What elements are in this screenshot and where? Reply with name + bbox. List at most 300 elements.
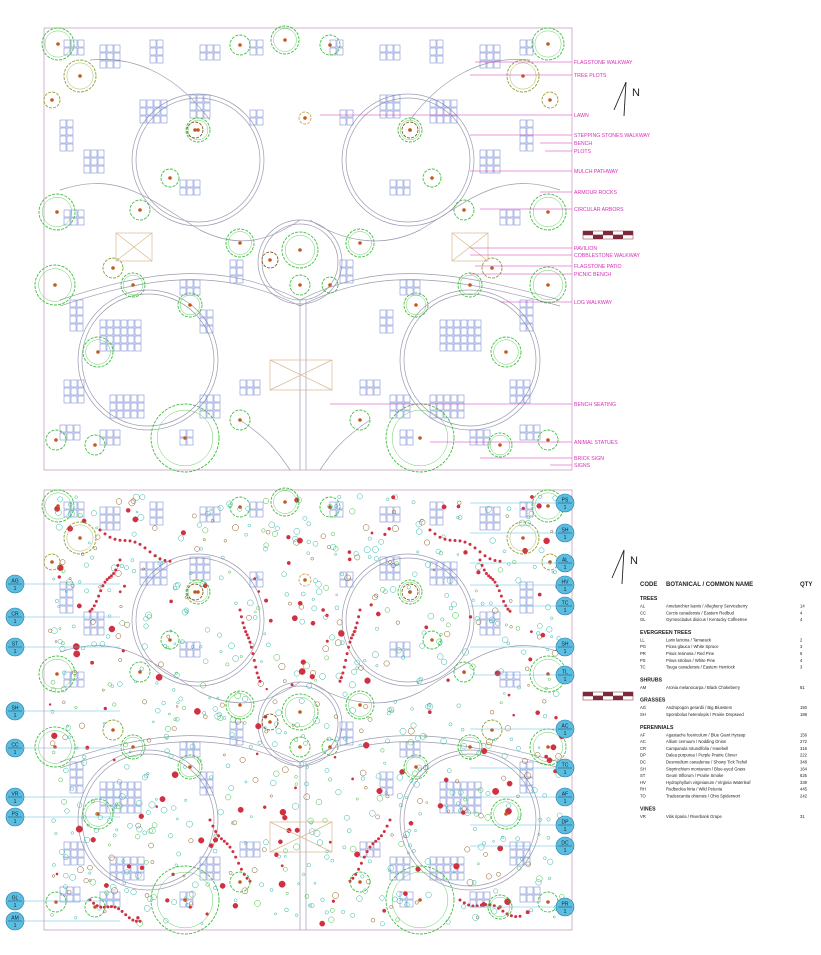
plant-symbol — [124, 622, 129, 627]
plot — [98, 166, 104, 173]
plot — [514, 218, 520, 225]
plant-tag-code: AM — [11, 915, 19, 922]
plant-symbol — [476, 564, 482, 570]
plot — [430, 578, 436, 585]
plot — [394, 573, 400, 580]
plant-symbol — [454, 863, 460, 869]
plant-symbol — [323, 646, 329, 652]
plant-symbol — [336, 789, 342, 795]
shrub-symbol — [119, 559, 122, 562]
plot — [520, 120, 526, 127]
plot — [207, 857, 213, 864]
plant-symbol — [427, 704, 433, 710]
plot — [257, 118, 263, 125]
plant-symbol — [217, 633, 221, 637]
plant-symbol — [67, 890, 71, 894]
plot — [64, 380, 70, 387]
site-label: FLAGSTONE PATIO — [574, 263, 622, 270]
plot — [250, 40, 256, 47]
plot — [70, 316, 76, 323]
plant-symbol — [506, 515, 509, 518]
plant-symbol — [253, 777, 258, 782]
legend-header-qty: QTY — [800, 582, 813, 588]
plot — [451, 411, 457, 418]
plant-symbol — [106, 635, 110, 639]
legend-code: AG — [640, 705, 647, 711]
plot — [157, 56, 163, 63]
plant-symbol — [198, 838, 204, 844]
plot — [150, 48, 156, 55]
plant-symbol — [273, 700, 277, 704]
plant-symbol — [90, 879, 96, 885]
plant-symbol — [403, 892, 407, 896]
plot — [150, 40, 156, 47]
plant-tag-code: PR — [561, 901, 569, 908]
tree-trunk — [504, 812, 508, 816]
plant-symbol — [200, 548, 203, 551]
plant-symbol — [270, 780, 276, 786]
plot — [374, 850, 380, 857]
plot — [157, 518, 163, 525]
plant-symbol — [447, 810, 450, 813]
plot — [380, 318, 386, 325]
plant-symbol — [213, 707, 218, 712]
shrub-symbol — [131, 919, 134, 922]
legend-section-title: EVERGREEN TREES — [640, 629, 692, 636]
shrub-symbol — [350, 637, 353, 640]
plant-symbol — [209, 697, 211, 699]
plant-symbol — [371, 532, 373, 534]
plot — [437, 56, 443, 63]
shrub-symbol — [500, 595, 503, 598]
plot — [390, 395, 396, 402]
plot — [128, 806, 134, 813]
plot — [107, 53, 113, 60]
plot — [67, 433, 73, 440]
plot — [64, 48, 70, 55]
plot — [110, 395, 116, 402]
plant-symbol — [257, 576, 259, 578]
plot — [390, 857, 396, 864]
plot — [380, 95, 386, 102]
plot — [517, 850, 523, 857]
legend-header-code: CODE — [640, 582, 658, 588]
shrub-symbol — [114, 906, 117, 909]
plant-symbol — [84, 563, 89, 568]
plant-symbol — [286, 892, 288, 894]
tree-trunk — [414, 765, 418, 769]
plot — [147, 100, 153, 107]
plot — [444, 100, 450, 107]
tree-trunk — [55, 672, 59, 676]
plot — [207, 45, 213, 52]
shrub-symbol — [257, 676, 260, 679]
plant-tag-qty: 1 — [13, 619, 17, 625]
plot — [430, 510, 436, 517]
plant-tag-qty: 1 — [13, 903, 17, 909]
plant-symbol — [156, 674, 162, 680]
plot — [180, 180, 186, 187]
legend-name: Pinus strobus / White Pine — [666, 657, 716, 663]
tree-trunk — [93, 443, 97, 447]
legend-code: AM — [640, 684, 647, 690]
plot — [100, 790, 106, 797]
plot — [254, 380, 260, 387]
plant-symbol — [305, 894, 309, 898]
shrub-symbol — [92, 902, 95, 905]
plant-symbol — [195, 547, 200, 552]
tree-trunk — [238, 43, 242, 47]
tree-trunk — [53, 283, 57, 287]
plot — [451, 108, 457, 115]
plant-symbol — [325, 656, 329, 660]
plant-symbol — [384, 661, 389, 666]
plot — [70, 308, 76, 315]
tree-trunk — [546, 504, 550, 508]
plant-symbol — [256, 753, 258, 755]
plant-symbol — [172, 726, 176, 730]
plot — [494, 628, 500, 635]
plant-symbol — [265, 730, 268, 733]
plant-symbol — [185, 799, 187, 801]
plant-symbol — [131, 889, 137, 895]
plot — [475, 344, 481, 351]
plant-symbol — [400, 769, 405, 774]
plant-symbol — [109, 626, 115, 632]
plant-symbol — [144, 617, 149, 622]
plant-symbol — [334, 756, 336, 758]
plot — [475, 328, 481, 335]
plant-symbol — [537, 504, 542, 509]
plot — [67, 120, 73, 127]
plot — [475, 320, 481, 327]
plot — [374, 388, 380, 395]
plot — [387, 515, 393, 522]
plant-symbol — [108, 844, 110, 846]
plant-symbol — [350, 708, 356, 714]
plant-symbol — [340, 641, 344, 645]
plant-symbol — [285, 593, 289, 597]
plant-symbol — [295, 498, 300, 503]
plant-symbol — [75, 706, 78, 709]
plant-symbol — [517, 795, 520, 798]
tree-trunk — [548, 560, 552, 564]
plant-symbol — [485, 814, 491, 820]
legend-qty: 625 — [800, 773, 807, 779]
plot — [110, 865, 116, 872]
plot — [487, 515, 493, 522]
plot — [250, 48, 256, 55]
plot — [84, 612, 90, 619]
plant-symbol — [179, 697, 183, 701]
north-label-top: N — [632, 87, 640, 99]
plant-symbol — [539, 548, 544, 553]
shrub-symbol — [99, 906, 102, 909]
plant-symbol — [545, 755, 548, 758]
plot — [98, 150, 104, 157]
plot — [461, 328, 467, 335]
shrub-symbol — [119, 539, 122, 542]
plant-symbol — [312, 606, 317, 611]
plot — [458, 395, 464, 402]
planting-plan — [6, 488, 638, 934]
plant-symbol — [210, 509, 212, 511]
plant-symbol — [551, 745, 556, 750]
plot — [437, 578, 443, 585]
legend-section-title: GRASSES — [640, 697, 666, 704]
plant-tag-code: CC — [11, 742, 19, 749]
plant-symbol — [364, 547, 370, 553]
plot — [407, 438, 413, 445]
tree-trunk — [138, 208, 142, 212]
plot — [480, 523, 486, 530]
plot — [187, 288, 193, 295]
plant-symbol — [84, 878, 89, 883]
plant-symbol — [240, 757, 245, 762]
legend-code: AF — [640, 732, 646, 738]
plant-symbol — [305, 782, 309, 786]
plant-symbol — [258, 741, 262, 745]
plant-symbol — [51, 710, 54, 713]
shrub-symbol — [250, 646, 253, 649]
plot — [520, 606, 526, 613]
tree-trunk — [298, 248, 302, 252]
plant-symbol — [125, 888, 129, 892]
plot — [110, 403, 116, 410]
plant-symbol — [551, 530, 553, 532]
plot — [197, 573, 203, 580]
plant-symbol — [254, 611, 256, 613]
plant-symbol — [536, 632, 540, 636]
tree-trunk — [298, 710, 302, 714]
shrub-symbol — [351, 877, 354, 880]
plant-symbol — [64, 768, 69, 773]
shrub-symbol — [467, 904, 470, 907]
plant-symbol — [274, 771, 280, 777]
plant-symbol — [294, 787, 296, 789]
legend-qty: 445 — [800, 786, 807, 792]
plant-symbol — [321, 898, 325, 902]
plant-symbol — [547, 836, 550, 839]
plot — [128, 328, 134, 335]
shrub-symbol — [247, 637, 250, 640]
plant-tag-qty: 1 — [563, 505, 567, 511]
plot — [180, 742, 186, 749]
planting-plan-perennials — [49, 494, 568, 927]
plant-symbol — [538, 593, 541, 596]
plot — [214, 507, 220, 514]
tree-trunk — [546, 438, 550, 442]
plot — [400, 742, 406, 749]
plant-symbol — [307, 683, 312, 688]
plot — [451, 857, 457, 864]
plot — [154, 100, 160, 107]
tree-trunk — [238, 505, 242, 509]
plant-symbol — [498, 846, 503, 851]
plot — [380, 507, 386, 514]
plot — [527, 590, 533, 597]
plot — [390, 650, 396, 657]
plot — [131, 411, 137, 418]
plant-symbol — [67, 526, 72, 531]
plant-symbol — [59, 778, 63, 782]
plant-symbol — [82, 755, 86, 759]
plant-symbol — [52, 819, 56, 823]
plot — [520, 786, 526, 793]
plot — [240, 842, 246, 849]
plant-symbol — [449, 606, 453, 610]
plant-symbol — [325, 911, 328, 914]
plant-symbol — [412, 501, 415, 504]
shrub-symbol — [389, 819, 392, 822]
plot — [510, 380, 516, 387]
tree-trunk — [328, 745, 332, 749]
plant-symbol — [455, 780, 458, 783]
plant-tag-code: SH — [561, 527, 569, 534]
plant-symbol — [547, 649, 549, 651]
plot — [458, 857, 464, 864]
plot — [380, 565, 386, 572]
plot — [487, 45, 493, 52]
plot — [128, 336, 134, 343]
plant-symbol — [285, 908, 289, 912]
plant-tag-qty: 1 — [563, 649, 567, 655]
legend-qty: 4 — [800, 657, 803, 663]
plant-symbol — [148, 896, 154, 902]
site-label: SIGNS — [574, 462, 591, 469]
plant-symbol — [205, 628, 210, 633]
plant-symbol — [192, 514, 196, 518]
plot — [187, 750, 193, 757]
plot — [214, 865, 220, 872]
tree-trunk — [430, 176, 434, 180]
plot — [121, 328, 127, 335]
plant-symbol — [168, 713, 170, 715]
plot — [157, 40, 163, 47]
plot — [67, 598, 73, 605]
plant-symbol — [203, 711, 206, 714]
plant-symbol — [104, 883, 108, 887]
plant-symbol — [380, 896, 385, 901]
plant-symbol — [210, 776, 213, 779]
plant-symbol — [302, 873, 305, 876]
shrub-symbol — [344, 659, 347, 662]
plant-symbol — [428, 710, 431, 713]
plant-symbol — [516, 837, 520, 841]
plant-symbol — [77, 867, 83, 873]
plant-symbol — [447, 679, 450, 682]
plot — [404, 395, 410, 402]
plant-symbol — [464, 550, 468, 554]
tree-trunk — [490, 266, 494, 270]
tree-trunk — [238, 703, 242, 707]
plant-symbol — [493, 840, 495, 842]
legend-code: RH — [640, 786, 647, 792]
plot — [454, 336, 460, 343]
plant-symbol — [110, 884, 116, 890]
shrub-symbol — [169, 560, 172, 563]
plot — [257, 502, 263, 509]
plant-symbol — [324, 585, 329, 590]
plant-symbol — [120, 621, 125, 626]
plot — [190, 565, 196, 572]
plant-symbol — [371, 918, 375, 922]
shrub-symbol — [114, 538, 117, 541]
plot — [437, 48, 443, 55]
plant-symbol — [545, 605, 550, 610]
plant-symbol — [543, 700, 547, 704]
plot — [527, 144, 533, 151]
plot — [527, 887, 533, 894]
plot — [71, 396, 77, 403]
plot — [480, 53, 486, 60]
plot — [437, 40, 443, 47]
plot — [527, 425, 533, 432]
plot — [107, 336, 113, 343]
plant-symbol — [102, 689, 104, 691]
plant-symbol — [199, 645, 202, 648]
tree-trunk — [498, 443, 502, 447]
plant-symbol — [163, 918, 168, 923]
plot — [454, 806, 460, 813]
tree-trunk — [268, 720, 272, 724]
plant-symbol — [465, 847, 470, 852]
plot — [507, 218, 513, 225]
plant-symbol — [68, 511, 74, 517]
shrub-symbol — [363, 856, 366, 859]
site-plan — [35, 26, 651, 472]
plant-symbol — [360, 729, 364, 733]
plot — [444, 578, 450, 585]
plot — [475, 790, 481, 797]
plot — [64, 850, 70, 857]
plant-symbol — [299, 698, 304, 703]
plot — [477, 892, 483, 899]
plant-symbol — [437, 654, 443, 660]
plant-symbol — [544, 538, 550, 544]
plot — [107, 328, 113, 335]
plot — [347, 730, 353, 737]
plant-symbol — [348, 558, 351, 561]
plot — [380, 515, 386, 522]
shrub-symbol — [514, 915, 517, 918]
tree-trunk — [408, 590, 412, 594]
shrub-symbol — [234, 856, 237, 859]
plot — [91, 166, 97, 173]
plot — [67, 425, 73, 432]
tree-trunk — [168, 176, 172, 180]
plant-symbol — [253, 616, 257, 620]
tree-trunk — [521, 74, 525, 78]
plot — [440, 320, 446, 327]
plant-symbol — [341, 573, 344, 576]
plot — [128, 798, 134, 805]
plot — [517, 842, 523, 849]
tree-trunk — [188, 765, 192, 769]
plant-symbol — [218, 809, 224, 815]
plant-symbol — [416, 529, 422, 535]
plot — [487, 53, 493, 60]
plot — [150, 56, 156, 63]
shrub-symbol — [217, 834, 220, 837]
plot — [100, 45, 106, 52]
plot — [64, 396, 70, 403]
plant-symbol — [62, 671, 66, 675]
shrub-symbol — [484, 554, 487, 557]
plant-symbol — [60, 560, 65, 565]
plot — [468, 806, 474, 813]
tree-trunk — [303, 578, 307, 582]
